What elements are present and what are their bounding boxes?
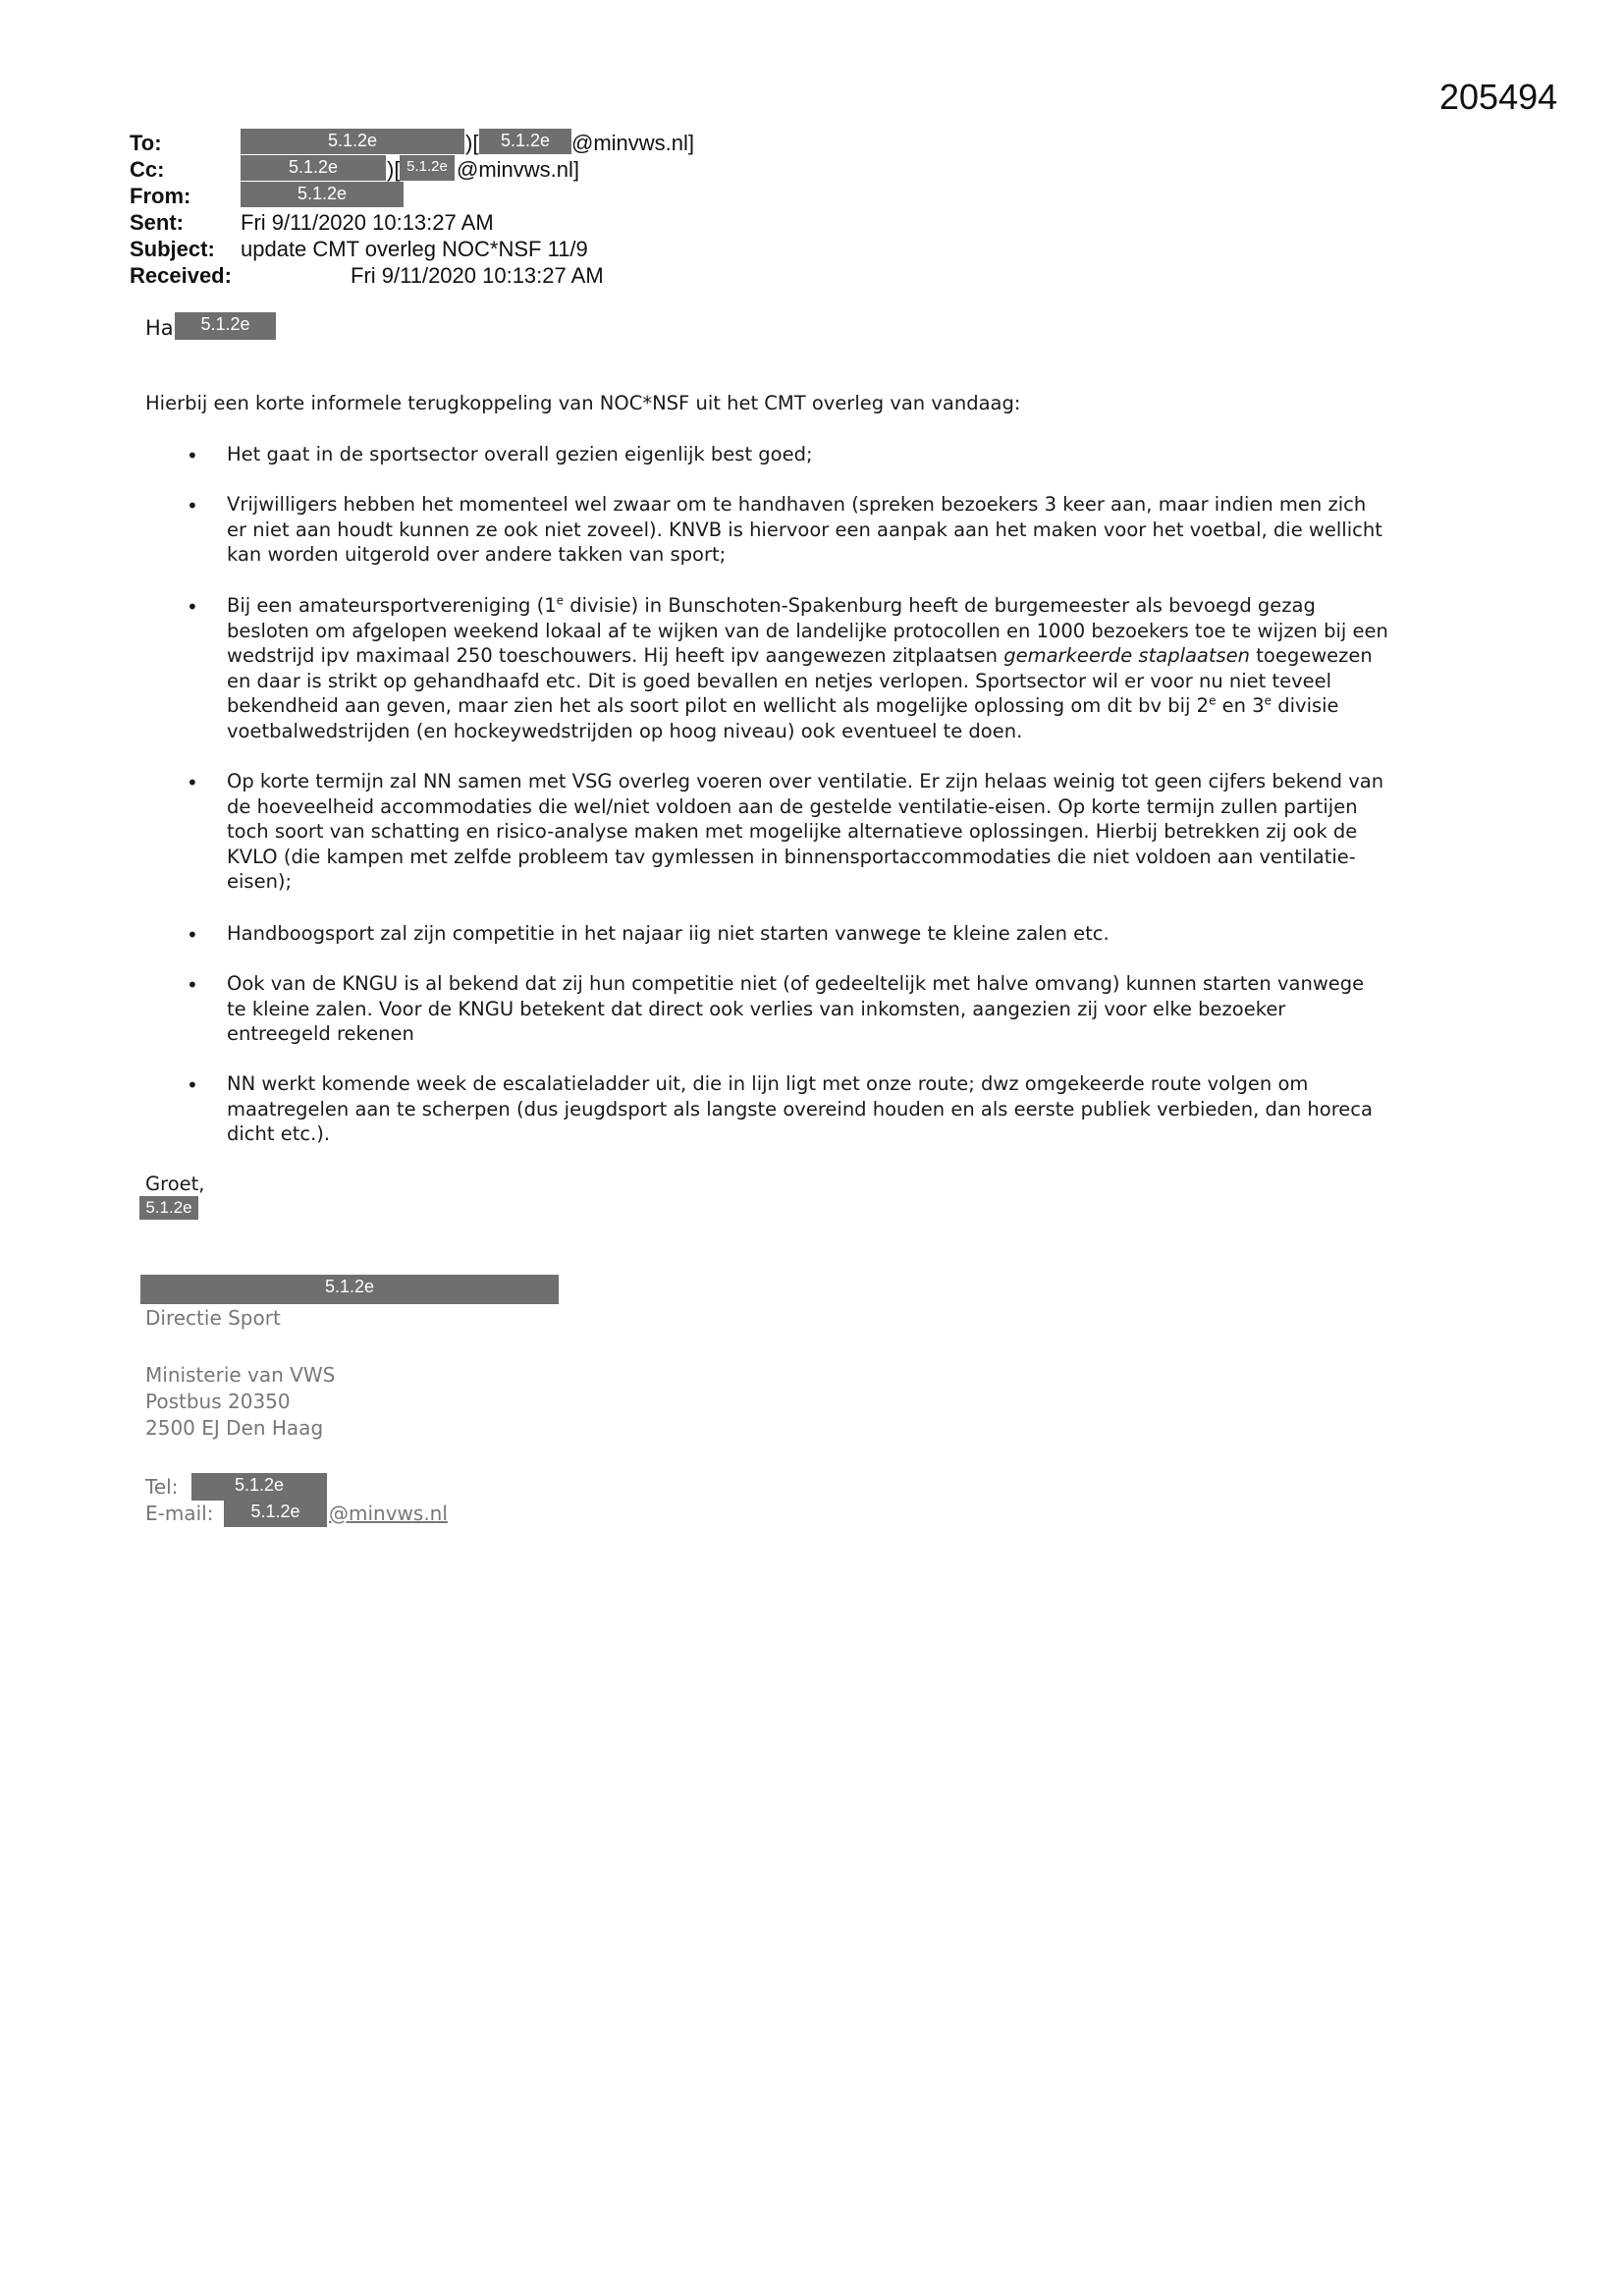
emphasis-text: gemarkeerde staplaatsen <box>1003 644 1251 667</box>
redaction-sender-name: 5.1.2e <box>139 1196 198 1220</box>
signature-postbus: Postbus 20350 <box>145 1390 291 1413</box>
sent-value: Fri 9/11/2020 10:13:27 AM <box>241 210 494 235</box>
bullet-3-line-6: voetbalwedstrijden (en hockeywedstrijden op hoog niveau) ook eventueel te doen. <box>227 719 1023 742</box>
bullet-4-line: KVLO (die kampen met zelfde probleem tav gymlessen in binnensportaccommodaties die niet voldoen aan ventilatie- <box>227 845 1356 868</box>
bullet-5-line: Handboogsport zal zijn competitie in het najaar iig niet starten vanwege te kleine zalen etc. <box>227 922 1110 945</box>
bullet-2-line: er niet aan houdt kunnen ze ook niet zoveel). KNVB is hiervoor een aanpak aan het maken voor het voetbal, die wellicht <box>227 518 1382 541</box>
redaction-to-email: 5.1.2e <box>479 129 571 154</box>
to-email-suffix: @minvws.nl] <box>571 131 695 155</box>
bullet-6-line: Ook van de KNGU is al bekend dat zij hun competitie niet (of gedeeltelijk met halve omvang) kunnen starten vanwege <box>227 972 1365 995</box>
bullet-6-line: entreegeld rekenen <box>227 1022 414 1045</box>
redaction-to-name: 5.1.2e <box>241 129 464 154</box>
redaction-from: 5.1.2e <box>241 182 404 207</box>
email-link[interactable]: @minvws.nl <box>329 1502 448 1525</box>
intro-text: Hierbij een korte informele terugkoppeling van NOC*NSF uit het CMT overleg van vandaag: <box>145 392 1021 414</box>
from-label: From: <box>130 184 191 208</box>
bullet-7-line: maatregelen aan te scherpen (dus jeugdsport als langste overeind houden en als eerste publiek verbieden, dan horeca <box>227 1097 1373 1121</box>
bullet-7-line: NN werkt komende week de escalatieladder uit, die in lijn ligt met onze route; dwz omgekeerde route volgen om <box>227 1072 1309 1095</box>
bullet-6 <box>227 971 1493 1047</box>
bullet-marker: • <box>187 923 198 947</box>
redaction-greeting-name: 5.1.2e <box>175 312 276 340</box>
redaction-cc-name: 5.1.2e <box>241 155 386 181</box>
to-label: To: <box>130 131 162 155</box>
subject-label: Subject: <box>130 237 215 261</box>
bullet-1-line: Het gaat in de sportsector overall gezien eigenlijk best goed; <box>227 443 813 465</box>
bullet-2-line: kan worden uitgerold over andere takken van sport; <box>227 543 727 566</box>
bullet-marker: • <box>187 444 198 467</box>
closing: Groet, <box>145 1173 205 1195</box>
document-number: 205494 <box>1439 77 1558 117</box>
bullet-7 <box>227 1071 1493 1147</box>
bullet-marker: • <box>187 494 198 518</box>
redaction-cc-email: 5.1.2e <box>400 155 455 181</box>
cc-separator: )[ <box>387 157 401 182</box>
bullet-3-line-3: wedstrijd ipv maximaal 250 toeschouwers. Hij heeft ipv aangewezen zitplaatsen gemarkeerde staplaatsen toegewezen <box>227 644 1373 667</box>
redaction-email: 5.1.2e <box>224 1500 327 1527</box>
to-separator: )[ <box>465 131 479 155</box>
signature-department: Directie Sport <box>145 1306 281 1330</box>
bullet-marker: • <box>187 973 198 997</box>
bullet-5 <box>227 921 1493 947</box>
email-label: E-mail: <box>145 1502 214 1525</box>
bullet-4-line: toch soort van schatting en risico-analyse maken met mogelijke alternatieve oplossingen. Hierbij betrekken zij ook de <box>227 820 1358 843</box>
tel-label: Tel: <box>145 1475 179 1499</box>
received-value: Fri 9/11/2020 10:13:27 AM <box>351 263 604 288</box>
greeting: Ha <box>145 316 174 340</box>
bullet-7-line: dicht etc.). <box>227 1122 331 1145</box>
sent-label: Sent: <box>130 210 184 235</box>
bullet-4-line: de hoeveelheid accommodaties die wel/niet voldoen aan de gestelde ventilatie-eisen. Op korte termijn zullen partijen <box>227 794 1358 818</box>
signature-ministry: Ministerie van VWS <box>145 1363 336 1387</box>
bullet-marker: • <box>187 771 198 794</box>
bullet-2 <box>227 492 1493 568</box>
bullet-3-line-1: Bij een amateursportvereniging (1e divisie) in Bunschoten-Spakenburg heeft de burgemeester als bevoegd gezag <box>227 593 1316 617</box>
bullet-3-line-2: besloten om afgelopen weekend lokaal af te wijken van de landelijke protocollen en 1000 bezoekers toe te wijzen bij een <box>227 619 1388 642</box>
redaction-signature-name: 5.1.2e <box>140 1275 559 1304</box>
bullet-2-line: Vrijwilligers hebben het momenteel wel zwaar om te handhaven (spreken bezoekers 3 keer aan, maar indien men zich <box>227 493 1367 516</box>
bullet-marker: • <box>187 595 198 619</box>
subject-value: update CMT overleg NOC*NSF 11/9 <box>241 237 588 261</box>
bullet-3-line-5: bekendheid aan geven, maar zien het als soort pilot en wellicht als mogelijke oplossing om dit bv bij 2e en 3e divisie <box>227 693 1339 717</box>
cc-email-suffix: @minvws.nl] <box>457 157 580 182</box>
signature-city: 2500 EJ Den Haag <box>145 1416 324 1440</box>
bullet-1 <box>227 442 1493 467</box>
bullet-4 <box>227 769 1493 895</box>
bullet-4-line: Op korte termijn zal NN samen met VSG overleg voeren over ventilatie. Er zijn helaas weinig tot geen cijfers bekend van <box>227 770 1384 793</box>
redaction-phone: 5.1.2e <box>191 1473 327 1501</box>
bullet-3-line-4: en daar is strikt op gehandhaafd etc. Dit is goed bevallen en netjes verlopen. Sportsector wil er voor nu niet teveel <box>227 669 1332 692</box>
bullet-marker: • <box>187 1073 198 1097</box>
bullet-3 <box>227 593 1493 743</box>
cc-label: Cc: <box>130 157 165 182</box>
received-label: Received: <box>130 263 232 288</box>
bullet-4-line: eisen); <box>227 870 293 893</box>
bullet-6-line: te kleine zalen. Voor de KNGU betekent dat direct ook verlies van inkomsten, aangezien zij voor elke bezoeker <box>227 997 1286 1020</box>
